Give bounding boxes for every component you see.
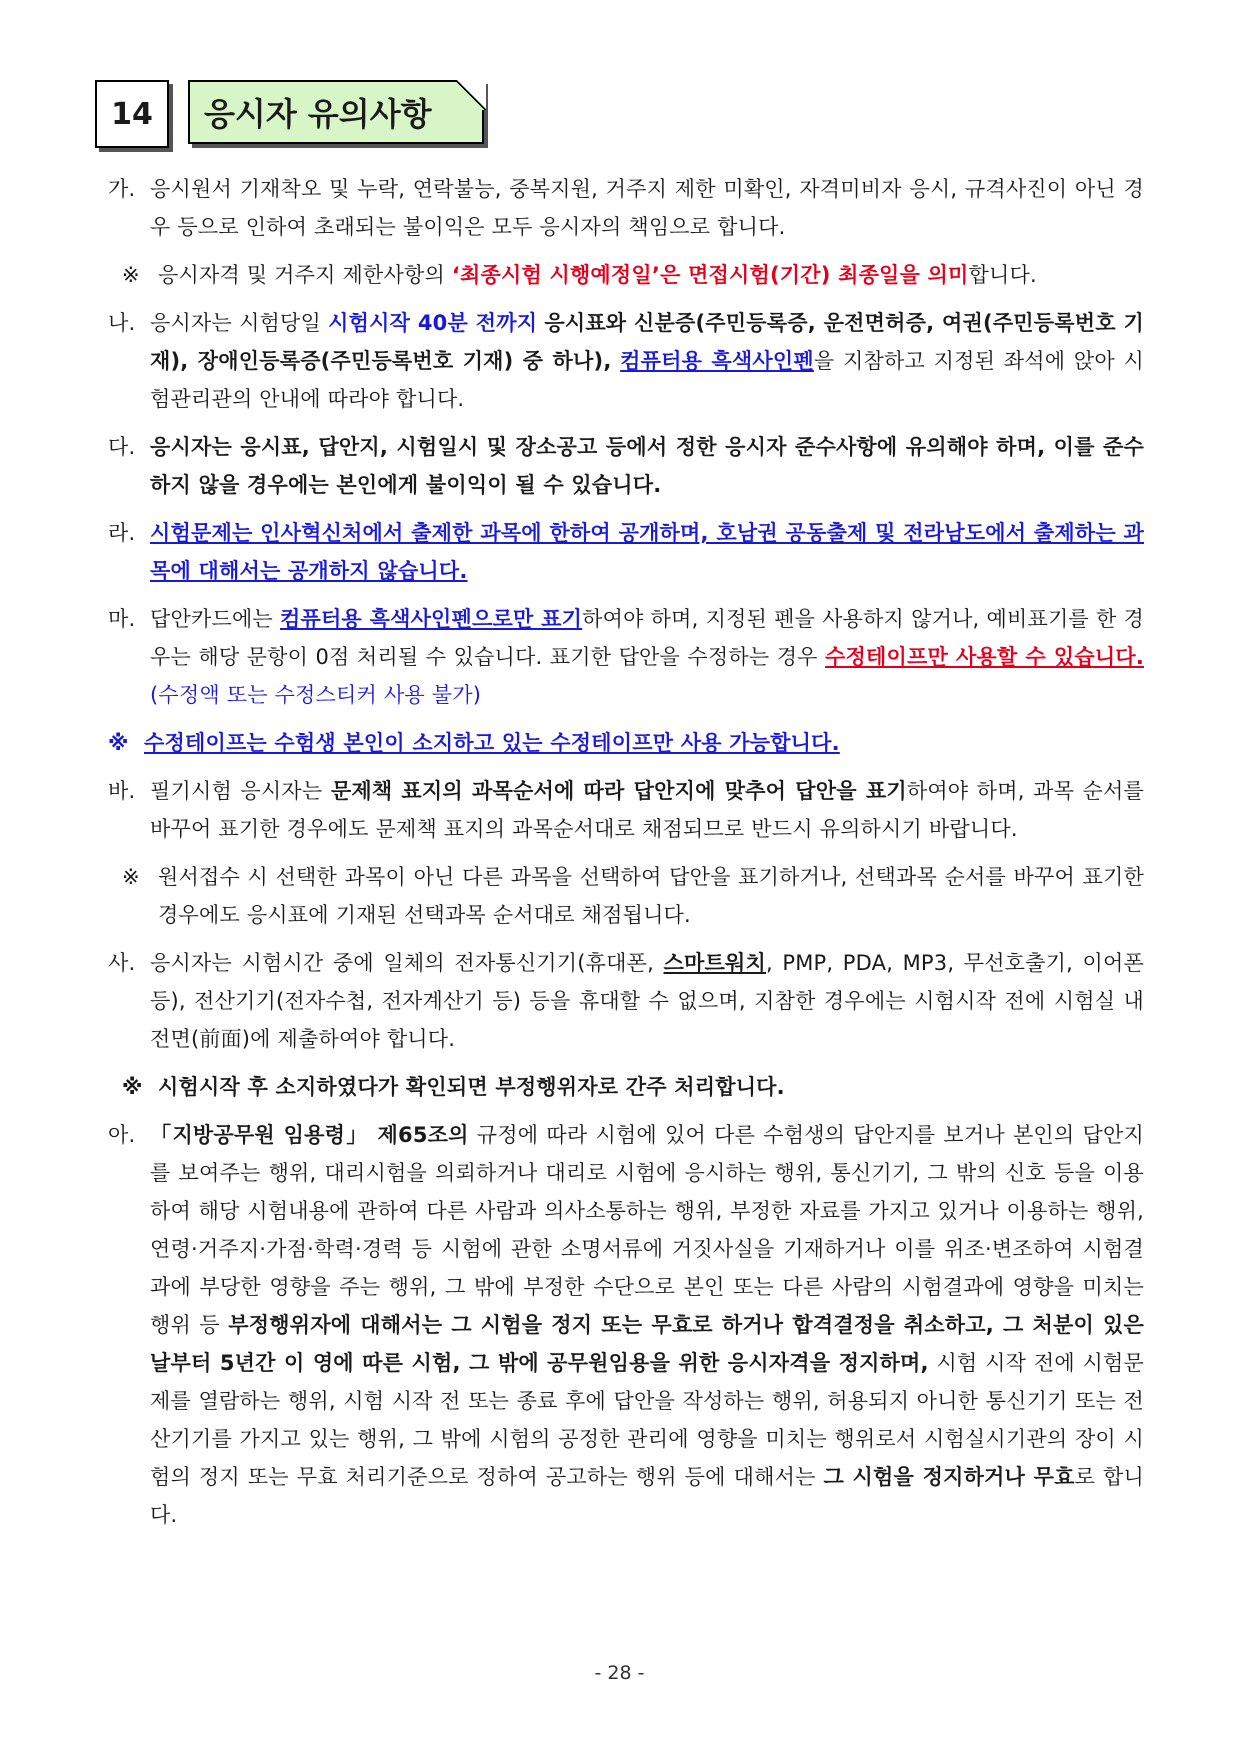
section-number: 14	[95, 80, 169, 148]
note-text: 수정테이프는 수험생 본인이 소지하고 있는 수정테이프만 사용 가능합니다.	[144, 731, 840, 755]
note-text	[158, 256, 1144, 294]
item-marker: 라.	[108, 521, 136, 545]
text-span: 합니다.	[968, 263, 1037, 287]
text-span: 하여야 하며, 과목 순서를 바꾸어 표기한 경우에도 문제책 표지의 과목순서대로 채점되므로 반드시 유의하시기 바랍니다.	[150, 779, 1145, 841]
note-ba	[108, 858, 1144, 934]
text-span: 답안카드에는	[150, 607, 280, 631]
item-text	[150, 772, 1144, 848]
item-text: 응시자는 응시표, 답안지, 시험일시 및 장소공고 등에서 정한 응시자 준수사항에 유의해야 하며, 이를 준수하지 않을 경우에는 본인에게 불이익이 될 수 있습니다.	[150, 435, 1144, 497]
item-text	[150, 304, 1144, 418]
note-marker: ※	[122, 263, 140, 287]
item-ga	[108, 170, 1144, 246]
item-a	[108, 1116, 1144, 1534]
item-marker: 다.	[108, 435, 136, 459]
text-span: 시험 시작 전에 시험문제를 열람하는 행위, 시험 시작 전 또는 종료 후에 답안을 작성하는 행위, 허용되지 아니한 통신기기 또는 전산기기를 가지고 있는 행위, 그 밖에 시험의 공정한 관리에 영향을 미치는 행위로서 시험실시기관의 장이 시험의 정지 또는 무효 처리기준으로 정하여 공고하는 행위 등에 대해서는	[150, 1351, 1145, 1489]
item-ra	[108, 514, 1144, 590]
notice-content	[108, 170, 1144, 1544]
item-text	[150, 944, 1144, 1058]
text-span: 하여야 하며, 지정된 펜을 사용하지 않거나, 예비표기를 한 경우는 해당 문항이 0점 처리될 수 있습니다. 표기한 답안을 수정하는 경우	[150, 607, 1144, 669]
item-marker: 사.	[108, 951, 136, 975]
text-blue: (수정액 또는 수정스티커 사용 불가)	[150, 683, 482, 707]
folded-corner-icon	[456, 80, 486, 110]
highlight-red-underline: 수정테이프만 사용할 수 있습니다.	[825, 645, 1145, 669]
highlight-blue-underline: 컴퓨터용 흑색사인펜으로만 표기	[279, 607, 583, 631]
item-sa	[108, 944, 1144, 1058]
text-span: 응시자격 및 거주지 제한사항의	[158, 263, 452, 287]
text-span: 필기시험 응시자는	[150, 779, 331, 803]
text-span: 응시자는 시험시간 중에 일체의 전자통신기기(휴대폰,	[150, 951, 664, 975]
page-number: - 28 -	[594, 1662, 645, 1684]
highlight-bold: 그 시험을 정지하거나 무효	[823, 1465, 1075, 1489]
item-marker: 아.	[108, 1123, 136, 1147]
text-span: 을 지참하고 지정된 좌석에 앉아 시험관리관의 안내에 따라야 합니다.	[150, 349, 1144, 411]
note-ga	[108, 256, 1144, 294]
highlight-blue: 시험시작 40분 전까지	[328, 311, 538, 335]
section-title	[188, 80, 484, 144]
highlight-bold: 응시표와 신분증(주민등록증, 운전면허증, 여권(주민등록번호 기재), 장애인등록증(주민등록번호 기재) 중 하나),	[150, 311, 1144, 373]
note-text: 원서접수 시 선택한 과목이 아닌 다른 과목을 선택하여 답안을 표기하거나, 선택과목 순서를 바꾸어 표기한 경우에도 응시표에 기재된 선택과목 순서대로 채점됩니다.	[158, 865, 1144, 927]
highlight-red: ‘최종시험 시행예정일’은 면접시험(기간) 최종일을 의미	[451, 263, 969, 287]
section-title-text: 응시자 유의사항	[204, 95, 432, 133]
item-marker: 마.	[108, 607, 136, 631]
item-marker: 가.	[108, 177, 136, 201]
item-da	[108, 428, 1144, 504]
text-span	[612, 349, 621, 373]
highlight-blue-underline: 컴퓨터용 흑색사인펜	[620, 349, 814, 373]
item-ba	[108, 772, 1144, 848]
text-span: 로 합니다.	[150, 1465, 1144, 1527]
note-text: 시험시작 후 소지하였다가 확인되면 부정행위자로 간주 처리합니다.	[158, 1075, 785, 1099]
item-marker: 바.	[108, 779, 136, 803]
highlight-bold-underline: 스마트워치	[663, 951, 766, 975]
item-text	[150, 1116, 1144, 1534]
text-span: , PMP, PDA, MP3, 무선호출기, 이어폰 등), 전산기기(전자수첩, 전자계산기 등) 등을 휴대할 수 없으며, 지참한 경우에는 시험시작 전에 시험실 내 전면(前面)에 제출하여야 합니다.	[150, 951, 1144, 1051]
highlight-bold: 「지방공무원 임용령」 제65조의	[150, 1123, 469, 1147]
note-marker: ※	[122, 1075, 143, 1099]
item-marker: 나.	[108, 311, 136, 335]
note-ma	[108, 724, 1144, 762]
note-sa	[108, 1068, 1144, 1106]
highlight-bold: 문제책 표지의 과목순서에 따라 답안지에 맞추어 답안을 표기	[330, 779, 907, 803]
text-span: 응시자는 시험당일	[150, 311, 329, 335]
item-text: 시험문제는 인사혁신처에서 출제한 과목에 한하여 공개하며, 호남권 공동출제 및 전라남도에서 출제하는 과목에 대해서는 공개하지 않습니다.	[150, 521, 1144, 583]
item-text: 응시원서 기재착오 및 누락, 연락불능, 중복지원, 거주지 제한 미확인, 자격미비자 응시, 규격사진이 아닌 경우 등으로 인하여 초래되는 불이익은 모두 응시자의 책임으로 합니다.	[150, 177, 1144, 239]
text-span: 규정에 따라 시험에 있어 다른 수험생의 답안지를 보거나 본인의 답안지를 보여주는 행위, 대리시험을 의뢰하거나 대리로 시험에 응시하는 행위, 통신기기, 그 밖의 신호 등을 이용하여 해당 시험내용에 관하여 다른 사람과 의사소통하는 행위, 부정한 자료를 가지고 있거나 이용하는 행위, 연령·거주지·가점·학력·경력 등 시험에 관한 소명서류에 거짓사실을 기재하거나 이를 위조·변조하여 시험결과에 부당한 영향을 주는 행위, 그 밖에 부정한 수단으로 본인 또는 다른 사람의 시험결과에 영향을 미치는 행위 등	[150, 1123, 1144, 1337]
note-marker: ※	[122, 865, 140, 889]
item-text	[150, 600, 1144, 714]
note-marker: ※	[108, 731, 129, 755]
item-na	[108, 304, 1144, 418]
highlight-bold: 부정행위자에 대해서는 그 시험을 정지 또는 무효로 하거나 합격결정을 취소하고, 그 처분이 있은 날부터 5년간 이 영에 따른 시험, 그 밖에 공무원임용을 위한 응시자격을 정지하며,	[150, 1313, 1144, 1375]
item-ma	[108, 600, 1144, 714]
